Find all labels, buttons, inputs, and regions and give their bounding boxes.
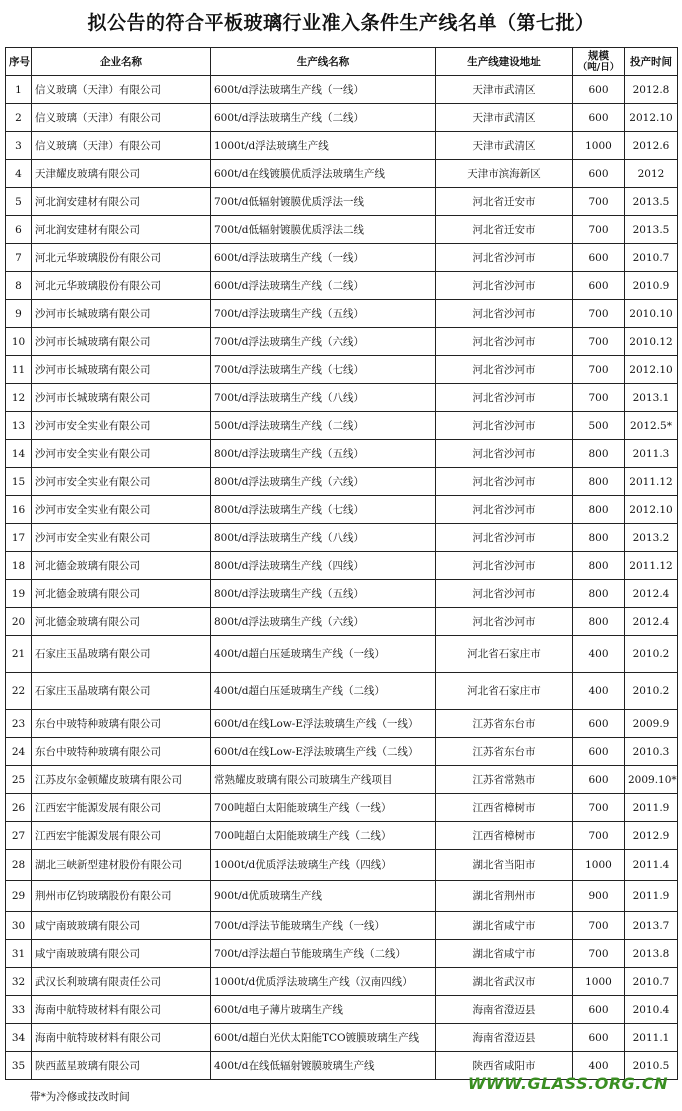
row-scale-cell: 700 [573, 384, 625, 412]
row-no-cell: 13 [6, 412, 32, 440]
row-company-cell: 信义玻璃（天津）有限公司 [32, 104, 211, 132]
row-address-cell: 河北省迁安市 [436, 216, 573, 244]
row-line-cell: 700吨超白太阳能玻璃生产线（一线） [211, 794, 436, 822]
table-row [6, 412, 678, 440]
header-scale-line1: 规模 [588, 49, 609, 62]
row-company-cell: 沙河市安全实业有限公司 [32, 496, 211, 524]
row-no-cell: 7 [6, 244, 32, 272]
row-date-cell: 2010.10 [625, 300, 678, 328]
row-no-cell: 5 [6, 188, 32, 216]
table-row [6, 552, 678, 580]
table-row [6, 300, 678, 328]
row-date-cell: 2011.9 [625, 881, 678, 912]
row-company-cell: 河北德金玻璃有限公司 [32, 580, 211, 608]
row-date-cell: 2011.1 [625, 1024, 678, 1052]
table-row [6, 996, 678, 1024]
page-title: 拟公告的符合平板玻璃行业准入条件生产线名单（第七批） [87, 12, 595, 34]
row-date-cell: 2009.10* [625, 766, 678, 794]
row-company-cell: 陕西蓝星玻璃有限公司 [32, 1052, 211, 1080]
row-no-cell: 21 [6, 636, 32, 673]
row-scale-cell: 400 [573, 673, 625, 710]
row-no-cell: 14 [6, 440, 32, 468]
row-no-cell: 34 [6, 1024, 32, 1052]
row-company-cell: 河北元华玻璃股份有限公司 [32, 244, 211, 272]
header-company: 企业名称 [32, 48, 211, 76]
row-address-cell: 天津市滨海新区 [436, 160, 573, 188]
table-row [6, 160, 678, 188]
row-line-cell: 700t/d浮法节能玻璃生产线（一线） [211, 912, 436, 940]
table-row [6, 216, 678, 244]
row-scale-cell: 600 [573, 996, 625, 1024]
row-address-cell: 河北省沙河市 [436, 468, 573, 496]
row-address-cell: 河北省石家庄市 [436, 673, 573, 710]
row-no-cell: 11 [6, 356, 32, 384]
row-company-cell: 荆州市亿钧玻璃股份有限公司 [32, 881, 211, 912]
header-address: 生产线建设地址 [436, 48, 573, 76]
table-row [6, 940, 678, 968]
row-date-cell: 2013.7 [625, 912, 678, 940]
row-company-cell: 东台中玻特种玻璃有限公司 [32, 710, 211, 738]
row-company-cell: 信义玻璃（天津）有限公司 [32, 76, 211, 104]
row-line-cell: 常熟耀皮玻璃有限公司玻璃生产线项目 [211, 766, 436, 794]
row-company-cell: 沙河市长城玻璃有限公司 [32, 328, 211, 356]
row-company-cell: 沙河市安全实业有限公司 [32, 412, 211, 440]
row-scale-cell: 600 [573, 710, 625, 738]
row-date-cell: 2012.5* [625, 412, 678, 440]
row-date-cell: 2010.2 [625, 636, 678, 673]
row-scale-cell: 700 [573, 940, 625, 968]
row-date-cell: 2010.12 [625, 328, 678, 356]
table-row [6, 580, 678, 608]
row-scale-cell: 600 [573, 160, 625, 188]
header-scale [573, 48, 625, 76]
row-no-cell: 29 [6, 881, 32, 912]
row-address-cell: 湖北省咸宁市 [436, 912, 573, 940]
row-no-cell: 16 [6, 496, 32, 524]
row-date-cell: 2012.10 [625, 104, 678, 132]
row-date-cell: 2012.8 [625, 76, 678, 104]
row-date-cell: 2010.5 [625, 1052, 678, 1080]
row-scale-cell: 600 [573, 738, 625, 766]
row-line-cell: 700t/d浮法玻璃生产线（八线） [211, 384, 436, 412]
row-date-cell: 2011.9 [625, 794, 678, 822]
row-address-cell: 湖北省荆州市 [436, 881, 573, 912]
row-company-cell: 沙河市安全实业有限公司 [32, 468, 211, 496]
row-address-cell: 天津市武清区 [436, 76, 573, 104]
row-scale-cell: 700 [573, 794, 625, 822]
row-company-cell: 咸宁南玻玻璃有限公司 [32, 940, 211, 968]
row-scale-cell: 700 [573, 328, 625, 356]
row-date-cell: 2010.3 [625, 738, 678, 766]
row-no-cell: 26 [6, 794, 32, 822]
row-line-cell: 600t/d在线Low-E浮法玻璃生产线（一线） [211, 710, 436, 738]
row-line-cell: 500t/d浮法玻璃生产线（二线） [211, 412, 436, 440]
row-address-cell: 河北省沙河市 [436, 580, 573, 608]
row-no-cell: 23 [6, 710, 32, 738]
table-row [6, 356, 678, 384]
row-line-cell: 600t/d浮法玻璃生产线（二线） [211, 272, 436, 300]
table-row [6, 710, 678, 738]
row-scale-cell: 600 [573, 76, 625, 104]
row-line-cell: 1000t/d优质浮法玻璃生产线（四线） [211, 850, 436, 881]
row-no-cell: 3 [6, 132, 32, 160]
row-date-cell: 2012.9 [625, 822, 678, 850]
row-date-cell: 2013.8 [625, 940, 678, 968]
row-address-cell: 江苏省常熟市 [436, 766, 573, 794]
row-date-cell: 2010.7 [625, 968, 678, 996]
row-scale-cell: 400 [573, 1052, 625, 1080]
row-scale-cell: 800 [573, 580, 625, 608]
row-no-cell: 20 [6, 608, 32, 636]
row-scale-cell: 400 [573, 636, 625, 673]
row-company-cell: 信义玻璃（天津）有限公司 [32, 132, 211, 160]
table-row [6, 1024, 678, 1052]
table-row [6, 912, 678, 940]
table-row [6, 794, 678, 822]
row-line-cell: 700t/d浮法玻璃生产线（五线） [211, 300, 436, 328]
row-address-cell: 湖北省武汉市 [436, 968, 573, 996]
row-scale-cell: 600 [573, 1024, 625, 1052]
row-address-cell: 江西省樟树市 [436, 822, 573, 850]
table-row [6, 272, 678, 300]
row-no-cell: 22 [6, 673, 32, 710]
row-company-cell: 江西宏宇能源发展有限公司 [32, 794, 211, 822]
row-no-cell: 35 [6, 1052, 32, 1080]
row-scale-cell: 700 [573, 300, 625, 328]
row-line-cell: 700t/d低辐射镀膜优质浮法二线 [211, 216, 436, 244]
table-row [6, 608, 678, 636]
row-no-cell: 2 [6, 104, 32, 132]
row-address-cell: 河北省沙河市 [436, 412, 573, 440]
table-row [6, 673, 678, 710]
row-address-cell: 河北省沙河市 [436, 300, 573, 328]
row-company-cell: 河北润安建材有限公司 [32, 188, 211, 216]
row-scale-cell: 600 [573, 244, 625, 272]
header-scale-line2: （吨/日） [577, 61, 620, 73]
watermark-logo: WWW.GLASS.ORG.CN [467, 1074, 668, 1093]
row-line-cell: 600t/d浮法玻璃生产线（一线） [211, 244, 436, 272]
row-address-cell: 河北省沙河市 [436, 524, 573, 552]
row-address-cell: 江苏省东台市 [436, 710, 573, 738]
row-no-cell: 27 [6, 822, 32, 850]
row-company-cell: 咸宁南玻玻璃有限公司 [32, 912, 211, 940]
row-scale-cell: 600 [573, 766, 625, 794]
row-date-cell: 2013.5 [625, 188, 678, 216]
table-row [6, 881, 678, 912]
row-scale-cell: 800 [573, 524, 625, 552]
row-address-cell: 陕西省咸阳市 [436, 1052, 573, 1080]
row-scale-cell: 800 [573, 608, 625, 636]
row-no-cell: 24 [6, 738, 32, 766]
row-date-cell: 2013.2 [625, 524, 678, 552]
row-line-cell: 900t/d优质玻璃生产线 [211, 881, 436, 912]
row-line-cell: 800t/d浮法玻璃生产线（八线） [211, 524, 436, 552]
row-address-cell: 河北省沙河市 [436, 384, 573, 412]
row-address-cell: 河北省石家庄市 [436, 636, 573, 673]
table-row [6, 968, 678, 996]
row-date-cell: 2012.10 [625, 356, 678, 384]
row-date-cell: 2010.7 [625, 244, 678, 272]
row-line-cell: 800t/d浮法玻璃生产线（四线） [211, 552, 436, 580]
row-scale-cell: 700 [573, 822, 625, 850]
header-date: 投产时间 [625, 48, 678, 76]
row-address-cell: 河北省沙河市 [436, 244, 573, 272]
row-company-cell: 湖北三峡新型建材股份有限公司 [32, 850, 211, 881]
table-body [6, 76, 678, 1080]
row-date-cell: 2010.9 [625, 272, 678, 300]
row-no-cell: 30 [6, 912, 32, 940]
table-row [6, 328, 678, 356]
row-company-cell: 河北德金玻璃有限公司 [32, 552, 211, 580]
row-company-cell: 江苏皮尔金顿耀皮玻璃有限公司 [32, 766, 211, 794]
row-no-cell: 15 [6, 468, 32, 496]
footnote: 带*为冷修或技改时间 [30, 1091, 130, 1103]
row-address-cell: 河北省沙河市 [436, 608, 573, 636]
row-company-cell: 河北德金玻璃有限公司 [32, 608, 211, 636]
row-date-cell: 2013.5 [625, 216, 678, 244]
row-scale-cell: 800 [573, 468, 625, 496]
row-no-cell: 4 [6, 160, 32, 188]
row-line-cell: 400t/d在线低辐射镀膜玻璃生产线 [211, 1052, 436, 1080]
row-scale-cell: 800 [573, 552, 625, 580]
row-company-cell: 沙河市安全实业有限公司 [32, 524, 211, 552]
row-company-cell: 海南中航特玻材料有限公司 [32, 1024, 211, 1052]
row-date-cell: 2012 [625, 160, 678, 188]
table-row [6, 132, 678, 160]
table-row [6, 766, 678, 794]
row-scale-cell: 1000 [573, 132, 625, 160]
row-company-cell: 天津耀皮玻璃有限公司 [32, 160, 211, 188]
row-no-cell: 28 [6, 850, 32, 881]
row-line-cell: 1000t/d优质浮法玻璃生产线（汉南四线） [211, 968, 436, 996]
row-line-cell: 1000t/d浮法玻璃生产线 [211, 132, 436, 160]
row-company-cell: 石家庄玉晶玻璃有限公司 [32, 673, 211, 710]
row-address-cell: 河北省沙河市 [436, 328, 573, 356]
row-address-cell: 河北省沙河市 [436, 496, 573, 524]
row-line-cell: 600t/d浮法玻璃生产线（二线） [211, 104, 436, 132]
row-date-cell: 2011.12 [625, 552, 678, 580]
table-row [6, 496, 678, 524]
row-no-cell: 1 [6, 76, 32, 104]
row-no-cell: 33 [6, 996, 32, 1024]
row-company-cell: 石家庄玉晶玻璃有限公司 [32, 636, 211, 673]
row-no-cell: 9 [6, 300, 32, 328]
row-no-cell: 17 [6, 524, 32, 552]
row-line-cell: 800t/d浮法玻璃生产线（六线） [211, 468, 436, 496]
row-company-cell: 武汉长利玻璃有限责任公司 [32, 968, 211, 996]
row-date-cell: 2012.10 [625, 496, 678, 524]
row-scale-cell: 800 [573, 440, 625, 468]
row-line-cell: 700t/d浮法玻璃生产线（七线） [211, 356, 436, 384]
row-scale-cell: 700 [573, 356, 625, 384]
row-address-cell: 海南省澄迈县 [436, 1024, 573, 1052]
row-date-cell: 2013.1 [625, 384, 678, 412]
row-company-cell: 海南中航特玻材料有限公司 [32, 996, 211, 1024]
row-address-cell: 江苏省东台市 [436, 738, 573, 766]
row-date-cell: 2011.4 [625, 850, 678, 881]
row-no-cell: 8 [6, 272, 32, 300]
row-scale-cell: 700 [573, 216, 625, 244]
table-row [6, 104, 678, 132]
table-row [6, 468, 678, 496]
row-line-cell: 400t/d超白压延玻璃生产线（一线） [211, 636, 436, 673]
row-date-cell: 2012.4 [625, 580, 678, 608]
row-line-cell: 600t/d在线镀膜优质浮法玻璃生产线 [211, 160, 436, 188]
row-date-cell: 2009.9 [625, 710, 678, 738]
row-line-cell: 700t/d低辐射镀膜优质浮法一线 [211, 188, 436, 216]
table-row [6, 244, 678, 272]
row-date-cell: 2011.12 [625, 468, 678, 496]
table-header-row [6, 48, 678, 76]
row-address-cell: 海南省澄迈县 [436, 996, 573, 1024]
row-address-cell: 河北省沙河市 [436, 440, 573, 468]
row-no-cell: 18 [6, 552, 32, 580]
row-line-cell: 600t/d在线Low-E浮法玻璃生产线（二线） [211, 738, 436, 766]
header-line: 生产线名称 [211, 48, 436, 76]
row-line-cell: 600t/d浮法玻璃生产线（一线） [211, 76, 436, 104]
row-no-cell: 10 [6, 328, 32, 356]
row-scale-cell: 500 [573, 412, 625, 440]
row-no-cell: 25 [6, 766, 32, 794]
production-line-table [5, 47, 678, 1080]
row-line-cell: 700吨超白太阳能玻璃生产线（二线） [211, 822, 436, 850]
row-address-cell: 河北省沙河市 [436, 356, 573, 384]
row-address-cell: 河北省迁安市 [436, 188, 573, 216]
row-line-cell: 800t/d浮法玻璃生产线（五线） [211, 580, 436, 608]
row-address-cell: 江西省樟树市 [436, 794, 573, 822]
row-address-cell: 湖北省当阳市 [436, 850, 573, 881]
row-line-cell: 800t/d浮法玻璃生产线（六线） [211, 608, 436, 636]
table-row [6, 850, 678, 881]
row-no-cell: 6 [6, 216, 32, 244]
row-company-cell: 河北润安建材有限公司 [32, 216, 211, 244]
header-no: 序号 [6, 48, 32, 76]
row-address-cell: 天津市武清区 [436, 104, 573, 132]
row-scale-cell: 1000 [573, 850, 625, 881]
row-address-cell: 天津市武清区 [436, 132, 573, 160]
row-line-cell: 600t/d超白光伏太阳能TCO镀膜玻璃生产线 [211, 1024, 436, 1052]
row-company-cell: 江西宏宇能源发展有限公司 [32, 822, 211, 850]
row-no-cell: 19 [6, 580, 32, 608]
table-row [6, 440, 678, 468]
table-row [6, 524, 678, 552]
row-line-cell: 700t/d浮法玻璃生产线（六线） [211, 328, 436, 356]
row-no-cell: 31 [6, 940, 32, 968]
row-address-cell: 河北省沙河市 [436, 552, 573, 580]
row-line-cell: 800t/d浮法玻璃生产线（五线） [211, 440, 436, 468]
row-no-cell: 12 [6, 384, 32, 412]
row-line-cell: 700t/d浮法超白节能玻璃生产线（二线） [211, 940, 436, 968]
row-scale-cell: 900 [573, 881, 625, 912]
row-scale-cell: 800 [573, 496, 625, 524]
row-company-cell: 沙河市长城玻璃有限公司 [32, 384, 211, 412]
row-address-cell: 河北省沙河市 [436, 272, 573, 300]
row-date-cell: 2010.2 [625, 673, 678, 710]
table-row [6, 738, 678, 766]
row-company-cell: 东台中玻特种玻璃有限公司 [32, 738, 211, 766]
table-row [6, 384, 678, 412]
row-scale-cell: 600 [573, 104, 625, 132]
row-scale-cell: 700 [573, 912, 625, 940]
row-no-cell: 32 [6, 968, 32, 996]
row-scale-cell: 700 [573, 188, 625, 216]
table-row [6, 822, 678, 850]
row-line-cell: 600t/d电子薄片玻璃生产线 [211, 996, 436, 1024]
row-company-cell: 沙河市长城玻璃有限公司 [32, 300, 211, 328]
row-company-cell: 沙河市长城玻璃有限公司 [32, 356, 211, 384]
table-row [6, 636, 678, 673]
row-date-cell: 2012.4 [625, 608, 678, 636]
row-company-cell: 沙河市安全实业有限公司 [32, 440, 211, 468]
row-date-cell: 2011.3 [625, 440, 678, 468]
table-row [6, 76, 678, 104]
row-scale-cell: 600 [573, 272, 625, 300]
row-date-cell: 2012.6 [625, 132, 678, 160]
row-line-cell: 800t/d浮法玻璃生产线（七线） [211, 496, 436, 524]
row-date-cell: 2010.4 [625, 996, 678, 1024]
row-company-cell: 河北元华玻璃股份有限公司 [32, 272, 211, 300]
row-address-cell: 湖北省咸宁市 [436, 940, 573, 968]
table-row [6, 188, 678, 216]
row-line-cell: 400t/d超白压延玻璃生产线（二线） [211, 673, 436, 710]
row-scale-cell: 1000 [573, 968, 625, 996]
